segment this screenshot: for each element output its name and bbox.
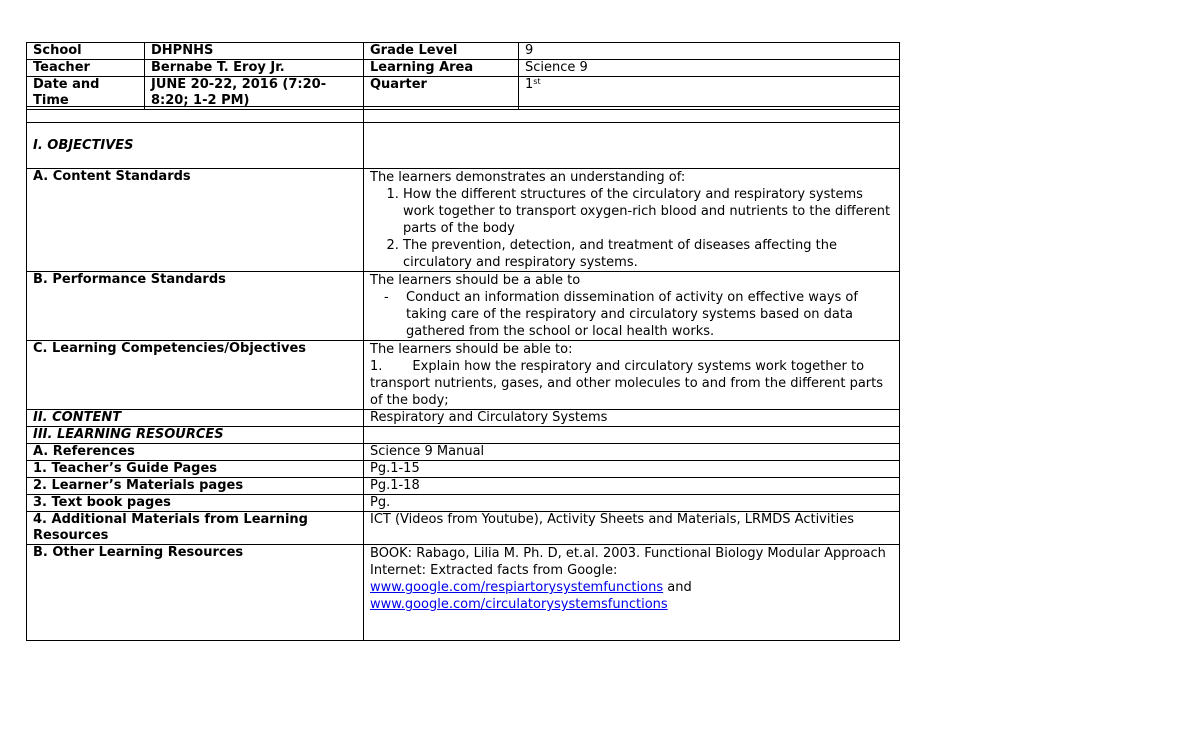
date-label [27, 77, 145, 110]
header-table [26, 42, 900, 110]
competency-number: 1. [370, 359, 383, 374]
date-row [27, 77, 900, 110]
competency-text-rest: transport nutrients, gases, and other molecules to and from the different parts of the body; [370, 376, 884, 408]
grade-level-label: Grade Level [364, 43, 519, 60]
date-label-line-1: Date and [33, 77, 100, 92]
textbook-value: Pg. [364, 495, 900, 512]
teachers-guide-row [27, 461, 900, 478]
content-heading: II. CONTENT [27, 410, 364, 427]
content-standards-cell [364, 169, 900, 272]
additional-materials-label [27, 512, 364, 545]
main-table [26, 106, 900, 641]
dash-bullet: - [384, 290, 389, 305]
references-value: Science 9 Manual [364, 444, 900, 461]
additional-materials-label-line-1: 4. Additional Materials from Learning [33, 512, 308, 527]
competencies-intro: The learners should be able to: [370, 342, 573, 357]
other-resources-label: B. Other Learning Resources [27, 545, 364, 641]
content-standard-item-2: 2. The prevention, detection, and treatment of diseases affecting the circulatory and respiratory systems. [403, 237, 893, 271]
learning-resources-row [27, 427, 900, 444]
learning-area-value: Science 9 [519, 60, 900, 77]
references-row [27, 444, 900, 461]
learners-materials-label: 2. Learner’s Materials pages [27, 478, 364, 495]
teacher-label: Teacher [27, 60, 145, 77]
learning-resources-heading: III. LEARNING RESOURCES [27, 427, 364, 444]
performance-standard-item [370, 289, 893, 340]
teacher-value: Bernabe T. Eroy Jr. [145, 60, 364, 77]
quarter-label: Quarter [364, 77, 519, 110]
link-line-1 [370, 579, 893, 596]
performance-standard-text: Conduct an information dissemination of activity on effective ways of taking care of the respiratory and circulatory systems based on data gathered from the school or local health works. [406, 290, 858, 339]
learning-resources-empty-cell [364, 427, 900, 444]
learning-area-label: Learning Area [364, 60, 519, 77]
teacher-row [27, 60, 900, 77]
performance-standards-row [27, 272, 900, 341]
date-value-line-1: JUNE 20-22, 2016 (7:20- [151, 77, 327, 92]
content-standards-label: A. Content Standards [27, 169, 364, 272]
respiratory-link[interactable]: www.google.com/respiartorysystemfunctions [370, 580, 664, 595]
quarter-value [519, 77, 900, 110]
spacer-row [27, 107, 900, 123]
content-standards-list [370, 186, 893, 271]
spacer-cell-left [27, 107, 364, 123]
date-value-line-2: 8:20; 1-2 PM) [151, 93, 250, 108]
textbook-label: 3. Text book pages [27, 495, 364, 512]
objectives-row [27, 123, 900, 169]
teachers-guide-value: Pg.1-15 [364, 461, 900, 478]
competency-item-first-line [370, 358, 893, 375]
other-resources-cell [364, 545, 900, 641]
other-book-reference: BOOK: Rabago, Lilia M. Ph. D, et.al. 2003. Functional Biology Modular Approach [370, 546, 886, 561]
additional-materials-value: ICT (Videos from Youtube), Activity Sheets and Materials, LRMDS Activities [364, 512, 900, 545]
competency-text-first: Explain how the respiratory and circulatory systems work together to [412, 359, 865, 374]
other-resources-row [27, 545, 900, 641]
objectives-heading: I. OBJECTIVES [27, 123, 364, 169]
school-label: School [27, 43, 145, 60]
competencies-cell [364, 341, 900, 410]
content-standard-item-1: 1. How the different structures of the circulatory and respiratory systems work together to transport oxygen-rich blood and nutrients to the different parts of the body [403, 186, 893, 237]
references-label: A. References [27, 444, 364, 461]
performance-standards-cell [364, 272, 900, 341]
date-value [145, 77, 364, 110]
link-line-2 [370, 596, 893, 613]
circulatory-link[interactable]: www.google.com/circulatorysystemsfunctions [370, 597, 668, 612]
school-row [27, 43, 900, 60]
content-standards-row [27, 169, 900, 272]
learners-materials-value: Pg.1-18 [364, 478, 900, 495]
learners-materials-row [27, 478, 900, 495]
competencies-row [27, 341, 900, 410]
date-label-line-2: Time [33, 93, 69, 108]
objectives-empty-cell [364, 123, 900, 169]
content-standards-intro: The learners demonstrates an understanding of: [370, 170, 686, 185]
link-joiner: and [663, 580, 692, 595]
quarter-suffix: st [533, 77, 541, 86]
grade-level-value: 9 [519, 43, 900, 60]
performance-standards-label: B. Performance Standards [27, 272, 364, 341]
teachers-guide-label: 1. Teacher’s Guide Pages [27, 461, 364, 478]
competencies-label: C. Learning Competencies/Objectives [27, 341, 364, 410]
quarter-number: 1 [525, 77, 534, 92]
additional-materials-label-line-2: Resources [33, 528, 109, 543]
additional-materials-row [27, 512, 900, 545]
content-row [27, 410, 900, 427]
performance-standards-intro: The learners should be a able to [370, 273, 581, 288]
other-internet-reference: Internet: Extracted facts from Google: [370, 563, 618, 578]
spacer-cell-right [364, 107, 900, 123]
textbook-row [27, 495, 900, 512]
content-value: Respiratory and Circulatory Systems [364, 410, 900, 427]
school-value: DHPNHS [145, 43, 364, 60]
